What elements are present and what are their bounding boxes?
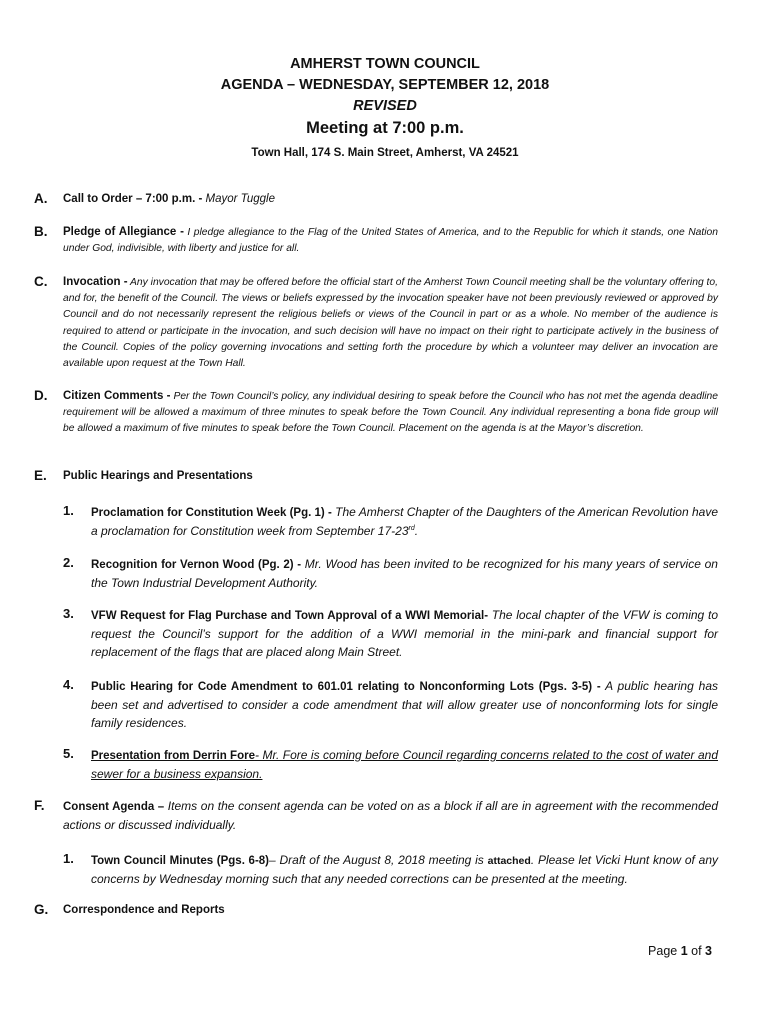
sub-item-e3: [63, 606, 718, 661]
sub-number: 1.: [63, 851, 74, 866]
agenda-item-d: [34, 388, 718, 438]
item-text: Any invocation that may be offered before the official start of the Amherst Town Council meeting shall be the voluntary offering to, and for, the benefit of the Council. The views or beliefs expressed by the invocation speaker have not been previously reviewed or approved by Council and do not necessarily represent the religious beliefs or views of the Council in part or as a whole. No member of the audience is required to attend or participate in the invocation, and such decision will have no impact on their right to participate actively in the business of the Council. Copies of the policy governing invocations and setting forth the procedure by which a volunteer may deliver an invocation are available upon request at the Town Hall.: [63, 277, 718, 370]
sub-number: 2.: [63, 555, 74, 570]
page-of: of: [687, 944, 706, 958]
sub-title: VFW Request for Flag Purchase and Town Approval of a WWI Memorial-: [91, 610, 489, 622]
sub-item-e5: [63, 746, 718, 783]
item-text: I pledge allegiance to the Flag of the United States of America, and to the Republic for which it stands, one Nation under God, indivisible, with liberty and justice for all.: [63, 227, 718, 255]
agenda-item-e: [34, 468, 718, 485]
item-letter: A.: [34, 191, 48, 206]
meeting-address: Town Hall, 174 S. Main Street, Amherst, VA 24521: [251, 147, 519, 159]
sub-text: The local chapter of the VFW is coming to request the Council’s support for the addition of a WWI memorial in the mini-park and financial support for replacement of the flags that are placed along Main Street.: [91, 608, 718, 659]
sub-number: 4.: [63, 677, 74, 692]
council-name: AMHERST TOWN COUNCIL: [290, 56, 480, 72]
sub-number: 3.: [63, 606, 74, 621]
sub-number: 1.: [63, 503, 74, 518]
sub-text: – Draft of the August 8, 2018 meeting is: [269, 853, 488, 867]
item-letter: D.: [34, 388, 48, 403]
sub-title: Recognition for Vernon Wood (Pg. 2) -: [91, 559, 302, 571]
sub-text: Mr. Wood has been invited to be recognized for his many years of service on the Town Industrial Development Authority.: [91, 557, 718, 590]
sub-text: The Amherst Chapter of the Daughters of the American Revolution have a proclamation for Constitution week from September 17-23: [91, 505, 718, 538]
attached-label: attached: [487, 855, 531, 867]
agenda-item-g: [34, 902, 718, 919]
item-title: Public Hearings and Presentations: [63, 470, 253, 482]
sub-title: Proclamation for Constitution Week (Pg. 1) -: [91, 507, 332, 519]
sub-item-e4: [63, 677, 718, 732]
item-title: Correspondence and Reports: [63, 904, 225, 916]
agenda-item-f: [34, 798, 718, 834]
agenda-header: [0, 54, 770, 163]
sub-item-f1: [63, 851, 718, 888]
item-letter: F.: [34, 798, 45, 813]
sub-title: Town Council Minutes (Pgs. 6-8): [91, 855, 270, 867]
sub-text-end: . Please let Vicki Hunt know of any concerns by Wednesday morning such that any needed corrections can be presented at the meeting.: [91, 853, 718, 886]
sub-text: A public hearing has been set and advertised to consider a code amendment that will allow greater use of nonconforming lots for single family residences.: [91, 679, 718, 730]
item-text: Items on the consent agenda can be voted on as a block if all are in agreement with the recommended actions or discussed individually.: [63, 799, 718, 832]
item-title: Call to Order – 7:00 p.m. -: [63, 193, 203, 205]
item-letter: B.: [34, 224, 48, 239]
item-title: Consent Agenda –: [63, 801, 165, 813]
item-letter: G.: [34, 902, 49, 917]
sub-number: 5.: [63, 746, 74, 761]
agenda-item-b: [34, 224, 718, 257]
sub-title: Public Hearing for Code Amendment to 601.01 relating to Nonconforming Lots (Pgs. 3-5) -: [91, 681, 601, 693]
page-footer: [648, 944, 712, 958]
agenda-item-a: [34, 191, 718, 208]
meeting-time: Meeting at 7:00 p.m.: [306, 119, 464, 137]
item-title: Citizen Comments -: [63, 390, 171, 402]
revised-label: REVISED: [353, 98, 417, 114]
sub-title: Presentation from Derrin Fore: [91, 750, 255, 762]
page-prefix: Page: [648, 944, 681, 958]
sub-item-e1: [63, 503, 718, 540]
agenda-date: AGENDA – WEDNESDAY, SEPTEMBER 12, 2018: [220, 77, 550, 93]
item-text: Per the Town Council’s policy, any individual desiring to speak before the Council who has not met the agenda deadline requirement will be allowed a maximum of three minutes to speak before the Town Council. Any individual representing a bona fide group will be allowed a maximum of five minutes to speak before the Town Council. Placement on the agenda is at the Mayor’s discretion.: [63, 391, 719, 435]
sub-text: - Mr. Fore is coming before Council regarding concerns related to the cost of water and sewer for a business expansion.: [91, 748, 719, 781]
page-total: 3: [705, 944, 712, 958]
item-letter: C.: [34, 274, 48, 289]
page-number: 1: [680, 944, 688, 958]
item-text: Mayor Tuggle: [202, 193, 275, 205]
sub-item-e2: [63, 555, 718, 592]
item-title: Pledge of Allegiance -: [63, 226, 184, 238]
item-title: Invocation -: [63, 276, 128, 288]
agenda-item-c: [34, 274, 718, 372]
sub-tail: .: [414, 524, 419, 538]
sub-superscript: rd: [408, 525, 415, 532]
item-letter: E.: [34, 468, 47, 483]
